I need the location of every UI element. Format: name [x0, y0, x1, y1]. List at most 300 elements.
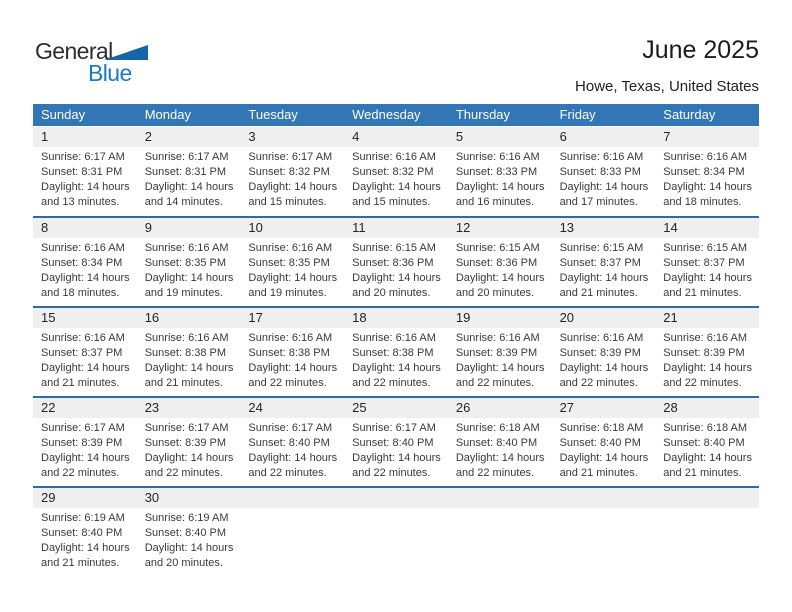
day-cell-13 [552, 218, 656, 306]
sunset-line [352, 346, 446, 361]
day-details [448, 147, 552, 210]
day-details [33, 418, 137, 481]
calendar-header-row [33, 104, 759, 126]
daylight-line-2 [560, 466, 654, 481]
daylight-minutes: and 21 minutes. [559, 467, 638, 479]
day-cell-22 [33, 398, 137, 486]
daylight-hours: 14 hours [501, 181, 545, 193]
daylight-hours: 14 hours [605, 362, 649, 374]
day-cell-24 [240, 398, 344, 486]
sunrise-value: 6:19 AM [188, 512, 229, 524]
sunset-line [352, 165, 446, 180]
sunrise-label: Sunrise: [663, 422, 704, 434]
week-row-1 [33, 126, 759, 216]
daylight-hours: 14 hours [398, 362, 441, 374]
daylight-line-2 [41, 195, 135, 210]
sunset-value: 8:40 PM [288, 437, 330, 449]
daylight-minutes: and 20 minutes. [144, 557, 223, 569]
sunrise-value: 6:18 AM [706, 422, 748, 434]
daylight-minutes: and 20 minutes. [455, 287, 535, 299]
sunrise-line [145, 421, 239, 436]
day-cell-15 [33, 308, 137, 396]
sunset-value: 8:32 PM [288, 166, 330, 178]
sunset-label: Sunset: [144, 257, 183, 269]
day-details [137, 238, 241, 301]
day-number: 12 [448, 218, 552, 238]
sunrise-value: 6:18 AM [499, 422, 540, 434]
week-row-2 [33, 216, 759, 306]
daylight-label: Daylight: [455, 452, 499, 464]
daylight-line-2 [663, 195, 757, 210]
daylight-minutes: and 22 minutes. [248, 467, 327, 479]
weekday-header-tuesday: Tuesday [248, 107, 298, 122]
day-details [33, 238, 137, 301]
daylight-line-2 [248, 376, 342, 391]
sunset-label: Sunset: [352, 257, 390, 269]
sunrise-line [248, 331, 342, 346]
day-details [655, 328, 759, 391]
daylight-label: Daylight: [144, 362, 188, 374]
daylight-hours: 14 hours [86, 362, 130, 374]
sunrise-value: 6:16 AM [188, 332, 229, 344]
weekday-header-sunday: Sunday [41, 107, 86, 122]
sunset-value: 8:39 PM [703, 347, 745, 359]
sunrise-label: Sunrise: [663, 332, 704, 344]
sunrise-line [145, 511, 239, 526]
daylight-label: Daylight: [144, 452, 188, 464]
daylight-line-2 [248, 466, 342, 481]
daylight-minutes: and 22 minutes. [663, 377, 742, 389]
day-cell-29 [33, 488, 137, 576]
sunrise-line [248, 150, 342, 165]
sunrise-value: 6:17 AM [395, 422, 436, 434]
sunrise-value: 6:16 AM [84, 242, 125, 254]
daylight-label: Daylight: [144, 272, 188, 284]
sunset-label: Sunset: [41, 166, 79, 178]
daylight-line [352, 451, 446, 466]
daylight-minutes: and 21 minutes. [144, 377, 223, 389]
daylight-minutes: and 18 minutes. [41, 287, 120, 299]
daylight-minutes: and 13 minutes. [41, 196, 120, 208]
sunrise-label: Sunrise: [144, 422, 186, 434]
day-cell-empty [448, 488, 552, 576]
day-number: 17 [240, 308, 344, 328]
daylight-hours: 14 hours [501, 272, 545, 284]
week-row-3 [33, 306, 759, 396]
daylight-line-2 [145, 195, 239, 210]
day-cell-8 [33, 218, 137, 306]
day-number: 3 [240, 127, 344, 147]
day-details [33, 147, 137, 210]
daylight-line [145, 361, 239, 376]
sunset-label: Sunset: [455, 166, 494, 178]
daylight-minutes: and 18 minutes. [663, 196, 742, 208]
daylight-line [456, 271, 550, 286]
day-details [137, 418, 241, 481]
sunrise-line [456, 150, 550, 165]
calendar-body [33, 126, 759, 576]
daylight-hours: 14 hours [709, 181, 752, 193]
logo-word-blue: Blue [88, 60, 132, 86]
daylight-hours: 14 hours [86, 542, 130, 554]
day-details [344, 418, 448, 481]
day-number: 29 [33, 488, 137, 508]
daylight-minutes: and 19 minutes. [248, 287, 327, 299]
day-cell-28 [655, 398, 759, 486]
sunrise-line [560, 150, 654, 165]
day-number-empty [655, 488, 759, 508]
sunrise-line [560, 241, 654, 256]
day-number: 1 [33, 127, 137, 147]
day-number: 5 [448, 127, 552, 147]
daylight-label: Daylight: [352, 452, 395, 464]
sunrise-label: Sunrise: [144, 151, 186, 163]
day-number: 9 [137, 218, 241, 238]
daylight-line [145, 180, 239, 195]
sunrise-value: 6:17 AM [84, 422, 125, 434]
sunrise-value: 6:18 AM [602, 422, 644, 434]
sunrise-line [41, 511, 135, 526]
sunset-label: Sunset: [144, 347, 183, 359]
daylight-hours: 14 hours [605, 272, 649, 284]
daylight-hours: 14 hours [605, 452, 649, 464]
day-cell-3 [240, 127, 344, 216]
daylight-minutes: and 22 minutes. [352, 377, 431, 389]
day-details [655, 147, 759, 210]
sunset-label: Sunset: [41, 437, 79, 449]
day-details [552, 147, 656, 210]
daylight-line-2 [145, 286, 239, 301]
day-cell-empty [655, 488, 759, 576]
daylight-minutes: and 21 minutes. [663, 287, 742, 299]
daylight-hours: 14 hours [190, 542, 234, 554]
daylight-line [456, 361, 550, 376]
day-number: 24 [240, 398, 344, 418]
day-number: 22 [33, 398, 137, 418]
sunset-label: Sunset: [248, 166, 286, 178]
sunset-line [456, 436, 550, 451]
sunset-value: 8:37 PM [599, 257, 641, 269]
daylight-line [352, 271, 446, 286]
sunset-value: 8:37 PM [703, 257, 745, 269]
sunset-label: Sunset: [663, 166, 701, 178]
sunrise-line [145, 331, 239, 346]
day-cell-30 [137, 488, 241, 576]
sunrise-line [145, 150, 239, 165]
sunset-line [663, 256, 757, 271]
day-cell-12 [448, 218, 552, 306]
sunset-value: 8:38 PM [185, 347, 227, 359]
daylight-line-2 [663, 286, 757, 301]
daylight-hours: 14 hours [501, 362, 545, 374]
daylight-line [456, 180, 550, 195]
sunset-label: Sunset: [455, 257, 494, 269]
day-number-empty [240, 488, 344, 508]
week-row-4 [33, 396, 759, 486]
daylight-line [560, 271, 654, 286]
day-cell-19 [448, 308, 552, 396]
daylight-hours: 14 hours [86, 272, 130, 284]
daylight-line [352, 180, 446, 195]
daylight-line [145, 541, 239, 556]
sunrise-line [41, 421, 135, 436]
day-details [240, 328, 344, 391]
day-details [240, 147, 344, 210]
day-cell-16 [137, 308, 241, 396]
daylight-line [248, 361, 342, 376]
sunset-label: Sunset: [248, 257, 286, 269]
daylight-minutes: and 15 minutes. [352, 196, 431, 208]
weekday-header-monday: Monday [144, 107, 191, 122]
day-number: 23 [137, 398, 241, 418]
day-cell-26 [448, 398, 552, 486]
sunrise-line [248, 241, 342, 256]
daylight-line-2 [560, 195, 654, 210]
sunrise-label: Sunrise: [559, 332, 600, 344]
daylight-line [41, 541, 135, 556]
sunrise-label: Sunrise: [41, 422, 82, 434]
day-number: 10 [240, 218, 344, 238]
daylight-hours: 14 hours [294, 452, 338, 464]
day-details [552, 418, 656, 481]
day-cell-18 [344, 308, 448, 396]
sunrise-line [145, 241, 239, 256]
day-details [240, 238, 344, 301]
daylight-line-2 [560, 286, 654, 301]
sunrise-value: 6:17 AM [291, 151, 333, 163]
sunset-label: Sunset: [455, 437, 494, 449]
sunset-value: 8:33 PM [496, 166, 538, 178]
daylight-line [248, 451, 342, 466]
sunset-line [663, 165, 757, 180]
daylight-line [560, 451, 654, 466]
sunrise-line [663, 241, 757, 256]
sunrise-label: Sunrise: [352, 151, 393, 163]
day-cell-empty [552, 488, 656, 576]
daylight-line-2 [456, 195, 550, 210]
location-subtitle: Howe, Texas, United States [575, 78, 759, 95]
daylight-label: Daylight: [41, 181, 84, 193]
day-number: 19 [448, 308, 552, 328]
daylight-line [248, 180, 342, 195]
sunrise-label: Sunrise: [144, 512, 186, 524]
sunset-line [352, 256, 446, 271]
daylight-line-2 [145, 376, 239, 391]
sunset-line [41, 256, 135, 271]
daylight-line-2 [663, 466, 757, 481]
sunrise-value: 6:16 AM [395, 151, 436, 163]
sunset-value: 8:34 PM [703, 166, 745, 178]
week-row-5 [33, 486, 759, 576]
daylight-label: Daylight: [144, 542, 188, 554]
daylight-hours: 14 hours [398, 452, 441, 464]
daylight-line-2 [41, 376, 135, 391]
daylight-label: Daylight: [41, 452, 84, 464]
sunset-label: Sunset: [248, 437, 286, 449]
daylight-line-2 [145, 466, 239, 481]
day-details [137, 328, 241, 391]
daylight-hours: 14 hours [709, 362, 752, 374]
day-number: 16 [137, 308, 241, 328]
daylight-minutes: and 22 minutes. [559, 377, 638, 389]
sunrise-value: 6:16 AM [291, 242, 333, 254]
daylight-minutes: and 20 minutes. [352, 287, 431, 299]
sunrise-value: 6:16 AM [188, 242, 229, 254]
daylight-label: Daylight: [352, 181, 395, 193]
day-number: 15 [33, 308, 137, 328]
weekday-header-saturday: Saturday [663, 107, 716, 122]
daylight-hours: 14 hours [86, 181, 130, 193]
daylight-minutes: and 17 minutes. [559, 196, 638, 208]
daylight-label: Daylight: [248, 452, 292, 464]
sunset-line [145, 165, 239, 180]
sunrise-label: Sunrise: [663, 151, 704, 163]
sunset-line [41, 436, 135, 451]
day-details [33, 328, 137, 391]
daylight-line [145, 271, 239, 286]
day-cell-21 [655, 308, 759, 396]
sunset-label: Sunset: [352, 166, 390, 178]
day-cell-11 [344, 218, 448, 306]
daylight-hours: 14 hours [294, 272, 338, 284]
sunset-value: 8:40 PM [599, 437, 641, 449]
sunset-line [560, 436, 654, 451]
sunrise-value: 6:15 AM [395, 242, 436, 254]
sunset-line [456, 346, 550, 361]
sunrise-label: Sunrise: [248, 151, 289, 163]
day-details [448, 418, 552, 481]
sunrise-value: 6:16 AM [499, 151, 540, 163]
day-number: 20 [552, 308, 656, 328]
sunset-value: 8:37 PM [81, 347, 123, 359]
logo-word-general: General [35, 38, 113, 64]
daylight-minutes: and 21 minutes. [559, 287, 638, 299]
daylight-hours: 14 hours [86, 452, 130, 464]
sunset-value: 8:40 PM [81, 527, 123, 539]
day-number: 8 [33, 218, 137, 238]
sunset-label: Sunset: [352, 347, 390, 359]
day-details [344, 328, 448, 391]
day-cell-25 [344, 398, 448, 486]
daylight-line-2 [352, 195, 446, 210]
sunset-line [145, 256, 239, 271]
sunset-line [352, 436, 446, 451]
daylight-line [663, 180, 757, 195]
sunrise-value: 6:16 AM [291, 332, 333, 344]
daylight-hours: 14 hours [398, 181, 441, 193]
sunrise-value: 6:16 AM [395, 332, 436, 344]
sunrise-value: 6:15 AM [706, 242, 748, 254]
daylight-line [41, 451, 135, 466]
weekday-header-thursday: Thursday [455, 107, 511, 122]
sunset-value: 8:39 PM [599, 347, 641, 359]
page-title: June 2025 [642, 36, 759, 64]
sunset-label: Sunset: [559, 437, 597, 449]
sunset-label: Sunset: [248, 347, 286, 359]
sunrise-label: Sunrise: [41, 151, 82, 163]
daylight-label: Daylight: [41, 362, 84, 374]
sunset-line [248, 256, 342, 271]
sunset-label: Sunset: [663, 347, 701, 359]
daylight-minutes: and 22 minutes. [144, 467, 223, 479]
day-number: 4 [344, 127, 448, 147]
daylight-line-2 [663, 376, 757, 391]
sunset-value: 8:33 PM [599, 166, 641, 178]
day-number: 11 [344, 218, 448, 238]
sunrise-value: 6:19 AM [84, 512, 125, 524]
day-cell-4 [344, 127, 448, 216]
day-cell-23 [137, 398, 241, 486]
sunrise-label: Sunrise: [248, 332, 289, 344]
daylight-hours: 14 hours [190, 181, 234, 193]
sunrise-label: Sunrise: [144, 242, 186, 254]
daylight-label: Daylight: [663, 181, 707, 193]
general-blue-logo [33, 38, 163, 88]
daylight-minutes: and 22 minutes. [248, 377, 327, 389]
sunrise-label: Sunrise: [352, 422, 393, 434]
sunset-line [41, 346, 135, 361]
sunrise-label: Sunrise: [559, 422, 600, 434]
sunset-value: 8:40 PM [496, 437, 538, 449]
daylight-line [560, 361, 654, 376]
day-cell-20 [552, 308, 656, 396]
sunset-value: 8:40 PM [185, 527, 227, 539]
sunrise-line [352, 150, 446, 165]
day-cell-empty [344, 488, 448, 576]
sunrise-value: 6:17 AM [188, 151, 229, 163]
daylight-line-2 [456, 466, 550, 481]
sunrise-line [352, 331, 446, 346]
daylight-label: Daylight: [352, 272, 395, 284]
day-details [552, 328, 656, 391]
daylight-label: Daylight: [663, 452, 707, 464]
sunset-line [560, 256, 654, 271]
day-number-empty [448, 488, 552, 508]
sunset-value: 8:31 PM [185, 166, 227, 178]
day-number: 14 [655, 218, 759, 238]
sunrise-line [456, 331, 550, 346]
daylight-hours: 14 hours [709, 452, 752, 464]
daylight-label: Daylight: [455, 272, 499, 284]
daylight-hours: 14 hours [709, 272, 752, 284]
sunrise-label: Sunrise: [455, 332, 497, 344]
daylight-label: Daylight: [559, 452, 603, 464]
daylight-label: Daylight: [663, 362, 707, 374]
daylight-hours: 14 hours [605, 181, 649, 193]
sunrise-label: Sunrise: [352, 242, 393, 254]
day-number: 26 [448, 398, 552, 418]
daylight-label: Daylight: [41, 542, 84, 554]
day-details [137, 147, 241, 210]
day-details [33, 508, 137, 571]
sunset-value: 8:36 PM [392, 257, 434, 269]
sunset-line [248, 346, 342, 361]
sunrise-value: 6:17 AM [291, 422, 333, 434]
sunrise-line [663, 421, 757, 436]
day-cell-2 [137, 127, 241, 216]
sunset-value: 8:35 PM [288, 257, 330, 269]
sunset-line [145, 346, 239, 361]
daylight-minutes: and 19 minutes. [144, 287, 223, 299]
sunrise-value: 6:16 AM [602, 332, 644, 344]
sunrise-label: Sunrise: [559, 242, 600, 254]
daylight-line [663, 361, 757, 376]
day-details [552, 238, 656, 301]
daylight-hours: 14 hours [294, 362, 338, 374]
sunset-line [145, 436, 239, 451]
sunrise-label: Sunrise: [559, 151, 600, 163]
day-number-empty [344, 488, 448, 508]
